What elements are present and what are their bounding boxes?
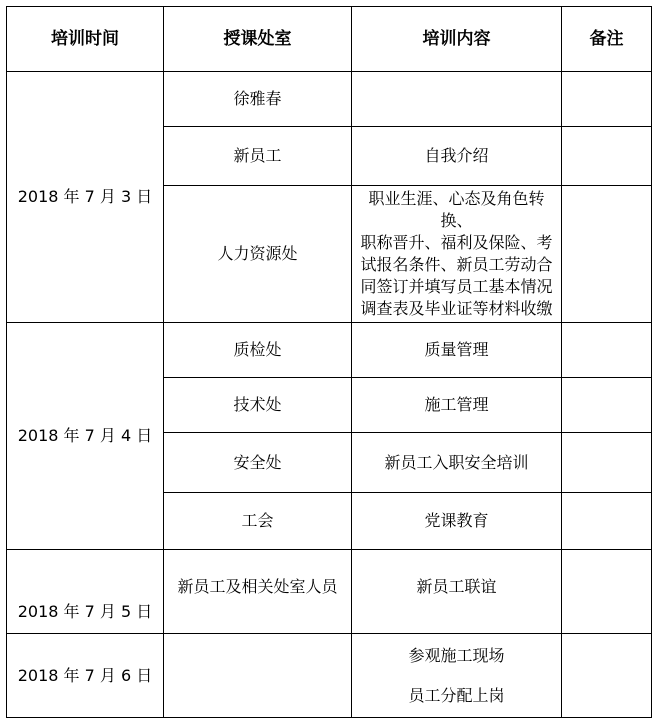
table-row	[7, 634, 652, 718]
department-cell: 质检处	[164, 323, 352, 378]
header-department: 授课处室	[164, 7, 352, 72]
note-cell	[562, 72, 652, 127]
department-cell	[164, 634, 352, 718]
header-training-time: 培训时间	[7, 7, 164, 72]
date-cell: 2018 年 7 月 5 日	[7, 550, 164, 634]
note-cell	[562, 186, 652, 323]
table-row	[7, 323, 652, 378]
content-cell: 施工管理	[352, 378, 562, 433]
content-cell	[352, 186, 562, 323]
department-cell: 技术处	[164, 378, 352, 433]
note-cell	[562, 433, 652, 493]
header-remarks: 备注	[562, 7, 652, 72]
content-line: 员工分配上岗	[408, 685, 505, 705]
content-line: 试报名条件、新员工劳动合	[360, 255, 553, 274]
content-cell: 质量管理	[352, 323, 562, 378]
date-cell: 2018 年 7 月 6 日	[7, 634, 164, 718]
table-row	[7, 550, 652, 634]
note-cell	[562, 550, 652, 634]
note-cell	[562, 378, 652, 433]
content-cell	[352, 72, 562, 127]
department-cell: 新员工	[164, 127, 352, 186]
table-row	[7, 72, 652, 127]
content-cell: 新员工联谊	[352, 550, 562, 634]
department-cell: 新员工及相关处室人员	[164, 550, 352, 634]
header-row	[7, 7, 652, 72]
note-cell	[562, 323, 652, 378]
department-cell: 安全处	[164, 433, 352, 493]
content-cell: 党课教育	[352, 493, 562, 550]
content-line: 职业生涯、心态及角色转换、	[368, 189, 545, 230]
department-cell: 人力资源处	[164, 186, 352, 323]
content-cell: 新员工入职安全培训	[352, 433, 562, 493]
note-cell	[562, 493, 652, 550]
date-cell: 2018 年 7 月 3 日	[7, 72, 164, 323]
content-line: 参观施工现场	[408, 645, 505, 665]
content-line: 职称晋升、福利及保险、考	[360, 233, 553, 252]
department-cell: 工会	[164, 493, 352, 550]
content-line: 调查表及毕业证等材料收缴	[360, 299, 553, 318]
note-cell	[562, 127, 652, 186]
content-cell: 自我介绍	[352, 127, 562, 186]
content-line: 同签订并填写员工基本情况	[360, 277, 553, 296]
header-training-content: 培训内容	[352, 7, 562, 72]
department-cell: 徐雅春	[164, 72, 352, 127]
training-schedule-table	[6, 6, 652, 718]
note-cell	[562, 634, 652, 718]
content-cell	[352, 634, 562, 718]
date-cell: 2018 年 7 月 4 日	[7, 323, 164, 550]
